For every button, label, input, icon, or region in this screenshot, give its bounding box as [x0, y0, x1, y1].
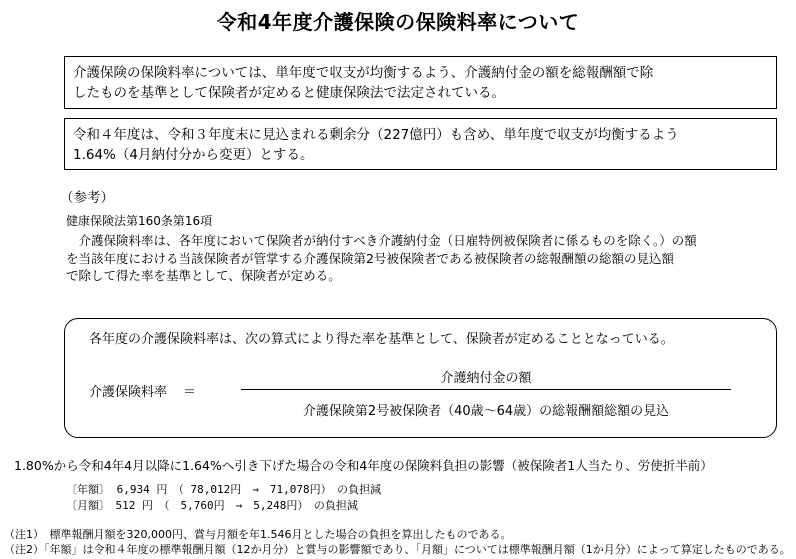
summary-law-line2: したものを基準として保険者が定めると健康保険法で法定されている。	[73, 85, 505, 101]
summary-box-law	[64, 56, 777, 109]
page-title: 令和4年度介護保険の保険料率について	[216, 10, 580, 34]
impact-heading: 1.80%から令和4年4月以降に1.64%へ引き下げた場合の令和4年度の保険料負担の影響（被保険者1人当たり、労使折半前）	[14, 458, 713, 473]
impact-annual-row: 〔年額〕 6,934 円 （ 78,012円 → 71,078円） の負担減	[66, 483, 382, 496]
formula-equals: ＝	[183, 385, 197, 400]
law-text-line2: を当該年度における当該保険者が管掌する介護保険第2号被保険者である被保険者の総報酬額の総額の見込額	[66, 250, 674, 266]
formula-numerator: 介護納付金の額	[440, 371, 532, 386]
summary-rate-line1: 令和４年度は、令和３年度末に見込まれる剰余分（227億円）も含め、単年度で収支が均衡するよう	[73, 127, 679, 143]
law-text-line1: 介護保険料率は、各年度において保険者が納付すべき介護納付金（日雇特例被保険者に係るものを除く。）の額	[66, 233, 697, 248]
summary-rate-line2: 1.64%（4月納付分から変更）とする。	[73, 147, 314, 163]
formula-denominator: 介護保険第2号被保険者（40歳～64歳）の総報酬額総額の見込	[302, 404, 670, 419]
footnote-1: （注1） 標準報酬月額を320,000円、賞与月額を年1.546月とした場合の負担を算出したものである。	[4, 528, 512, 541]
law-article-title: 健康保険法第160条第16項	[66, 214, 213, 228]
fraction-line	[241, 389, 731, 390]
law-text-line3: で除して得た率を基準として、保険者が定める。	[66, 268, 341, 283]
formula-box	[64, 318, 777, 438]
footnote-2: （注2）「年額」は令和４年度の標準報酬月額（12か月分）と賞与の影響額であり、「月額」については標準報酬月額（1か月分）によって算定したものである。	[4, 543, 791, 556]
reference-heading: （参考）	[60, 190, 114, 206]
summary-law-line1: 介護保険の保険料率については、単年度で収支が均衡するよう、介護納付金の額を総報酬額で除	[73, 65, 654, 81]
formula-lhs: 介護保険料率	[89, 385, 168, 400]
law-article-text	[66, 232, 772, 285]
formula-intro: 各年度の介護保険料率は、次の算式により得た率を基準として、保険者が定めることとなっている。	[89, 332, 674, 347]
summary-box-rate	[64, 118, 777, 170]
impact-monthly-row: 〔月額〕 512 円 （ 5,760円 → 5,248円） の負担減	[66, 499, 358, 512]
